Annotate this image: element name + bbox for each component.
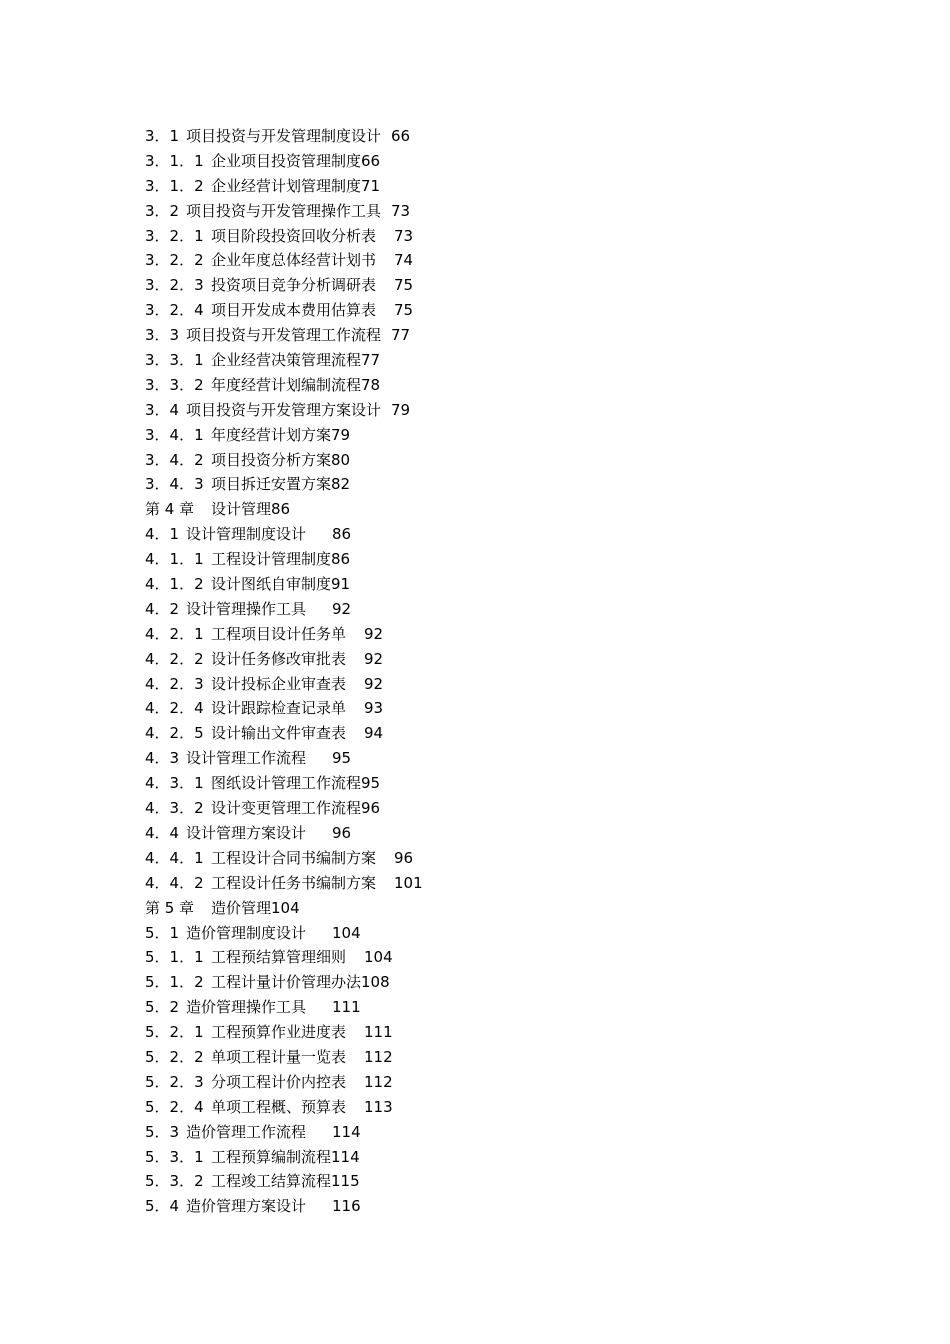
- toc-entry-title: 项目开发成本费用估算表: [211, 301, 377, 320]
- toc-entry: [145, 1169, 565, 1194]
- toc-entry-title: 年度经营计划编制流程: [211, 375, 362, 394]
- toc-entry-title: 造价管理: [211, 898, 272, 917]
- toc-entry-number: 4．1．1: [145, 550, 204, 569]
- toc-entry-page-number: 73: [391, 201, 411, 220]
- toc-entry: [145, 721, 565, 746]
- toc-entry: [145, 273, 565, 298]
- toc-entry-number: 3．2．4: [145, 301, 204, 320]
- toc-entry-page-number: 96: [394, 848, 414, 867]
- toc-entry: [145, 970, 565, 995]
- toc-entry-number: 4．2: [145, 599, 180, 618]
- toc-entry-title: 造价管理工作流程: [186, 1122, 307, 1141]
- toc-entry-title: 设计管理: [211, 500, 272, 519]
- toc-entry-title: 工程设计管理制度: [211, 550, 332, 569]
- toc-entry: [145, 771, 565, 796]
- toc-entry-number: 第 5 章: [145, 898, 195, 917]
- toc-entry-title: 工程预算编制流程: [211, 1147, 332, 1166]
- toc-entry-number: 5．1: [145, 923, 180, 942]
- toc-entry-number: 4．4．1: [145, 848, 204, 867]
- toc-entry-number: 3．3: [145, 326, 180, 345]
- toc-entry-number: 4．1．2: [145, 575, 204, 594]
- toc-entry-page-number: 111: [332, 998, 361, 1017]
- toc-entry: [145, 423, 565, 448]
- toc-entry: [145, 572, 565, 597]
- toc-entry: [145, 348, 565, 373]
- toc-entry-number: 5．2．2: [145, 1047, 204, 1066]
- toc-entry-page-number: 116: [332, 1197, 361, 1216]
- table-of-contents: [145, 124, 565, 1219]
- toc-entry-number: 3．4．1: [145, 425, 204, 444]
- toc-entry-number: 5．2: [145, 998, 180, 1017]
- toc-entry-title: 项目投资与开发管理方案设计: [186, 400, 382, 419]
- toc-entry-page-number: 95: [361, 774, 381, 793]
- toc-entry-page-number: 86: [331, 550, 351, 569]
- toc-entry-number: 3．2．1: [145, 226, 204, 245]
- toc-entry-title: 工程竣工结算流程: [211, 1172, 332, 1191]
- toc-entry-title: 工程预结算管理细则: [211, 948, 347, 967]
- toc-entry-title: 企业经营计划管理制度: [211, 176, 362, 195]
- toc-entry-number: 3．3．1: [145, 351, 204, 370]
- toc-entry-page-number: 75: [394, 276, 414, 295]
- toc-entry-page-number: 113: [364, 1097, 393, 1116]
- toc-entry-page-number: 82: [331, 475, 351, 494]
- toc-entry-title: 项目投资与开发管理制度设计: [186, 127, 382, 145]
- toc-entry-title: 造价管理方案设计: [186, 1197, 307, 1216]
- toc-entry-number: 3．4: [145, 400, 180, 419]
- toc-entry: [145, 1194, 565, 1219]
- toc-entry-number: 3．4．3: [145, 475, 204, 494]
- toc-entry-title: 项目投资与开发管理操作工具: [186, 201, 382, 220]
- toc-entry-title: 工程预算作业进度表: [211, 1023, 347, 1042]
- toc-entry-page-number: 77: [361, 351, 381, 370]
- toc-entry-page-number: 92: [364, 649, 384, 668]
- toc-entry-page-number: 104: [332, 923, 361, 942]
- toc-entry: [145, 248, 565, 273]
- toc-entry: [145, 1095, 565, 1120]
- toc-entry-title: 单项工程概、预算表: [211, 1097, 347, 1116]
- toc-entry-page-number: 108: [361, 973, 390, 992]
- toc-entry-title: 设计管理制度设计: [186, 525, 307, 544]
- toc-entry-page-number: 71: [361, 176, 381, 195]
- toc-entry: [145, 199, 565, 224]
- toc-entry: [145, 597, 565, 622]
- toc-entry-page-number: 86: [332, 525, 352, 544]
- toc-entry-title: 设计管理工作流程: [186, 749, 307, 768]
- toc-entry-title: 工程项目设计任务单: [211, 624, 347, 643]
- toc-entry-page-number: 78: [361, 375, 381, 394]
- toc-entry-number: 4．3．2: [145, 799, 204, 818]
- toc-entry: [145, 871, 565, 896]
- toc-entry: [145, 647, 565, 672]
- toc-entry-number: 3．1．1: [145, 151, 204, 170]
- toc-entry-page-number: 86: [271, 500, 291, 519]
- toc-entry-number: 4．2．2: [145, 649, 204, 668]
- toc-entry-page-number: 79: [391, 400, 411, 419]
- toc-entry-page-number: 66: [361, 151, 381, 170]
- toc-entry-title: 项目投资与开发管理工作流程: [186, 326, 382, 345]
- toc-entry-page-number: 114: [331, 1147, 360, 1166]
- toc-entry-number: 5．3: [145, 1122, 180, 1141]
- toc-entry-page-number: 96: [361, 799, 381, 818]
- toc-entry-number: 4．4: [145, 823, 180, 842]
- toc-entry: [145, 995, 565, 1020]
- toc-entry: [145, 298, 565, 323]
- toc-entry-page-number: 94: [364, 724, 384, 743]
- toc-entry-page-number: 92: [332, 599, 352, 618]
- toc-entry-number: 4．2．5: [145, 724, 204, 743]
- toc-entry-number: 3．2．2: [145, 251, 204, 270]
- toc-entry-number: 5．1．1: [145, 948, 204, 967]
- toc-entry-title: 工程设计合同书编制方案: [211, 848, 377, 867]
- toc-entry: [145, 1120, 565, 1145]
- toc-entry-page-number: 104: [364, 948, 393, 967]
- toc-entry-number: 4．3: [145, 749, 180, 768]
- toc-entry-page-number: 112: [364, 1072, 393, 1091]
- toc-entry-number: 4．1: [145, 525, 180, 544]
- toc-entry-title: 工程计量计价管理办法: [211, 973, 362, 992]
- toc-entry-number: 5．3．1: [145, 1147, 204, 1166]
- toc-entry-title: 企业经营决策管理流程: [211, 351, 362, 370]
- toc-entry-number: 5．4: [145, 1197, 180, 1216]
- toc-entry-number: 3．1．2: [145, 176, 204, 195]
- toc-entry: [145, 696, 565, 721]
- toc-entry-title: 企业年度总体经营计划书: [211, 251, 377, 270]
- toc-entry-page-number: 104: [271, 898, 300, 917]
- toc-entry-title: 投资项目竞争分析调研表: [211, 276, 377, 295]
- toc-entry: [145, 821, 565, 846]
- toc-entry: [145, 448, 565, 473]
- toc-entry-number: 5．1．2: [145, 973, 204, 992]
- toc-entry: [145, 373, 565, 398]
- toc-entry: [145, 497, 565, 522]
- toc-entry-page-number: 79: [331, 425, 351, 444]
- toc-entry-title: 单项工程计量一览表: [211, 1047, 347, 1066]
- toc-entry-title: 设计跟踪检查记录单: [211, 699, 347, 718]
- toc-entry: [145, 1045, 565, 1070]
- toc-entry: [145, 323, 565, 348]
- toc-entry-page-number: 96: [332, 823, 352, 842]
- toc-entry-number: 4．3．1: [145, 774, 204, 793]
- toc-entry-title: 造价管理制度设计: [186, 923, 307, 942]
- toc-entry-title: 项目阶段投资回收分析表: [211, 226, 377, 245]
- toc-entry-number: 5．2．1: [145, 1023, 204, 1042]
- toc-entry: [145, 622, 565, 647]
- toc-entry-page-number: 95: [332, 749, 352, 768]
- toc-entry: [145, 398, 565, 423]
- toc-entry-title: 设计输出文件审查表: [211, 724, 347, 743]
- toc-entry-number: 4．2．1: [145, 624, 204, 643]
- toc-entry-number: 4．2．3: [145, 674, 204, 693]
- toc-entry-page-number: 80: [331, 450, 351, 469]
- toc-entry-number: 3．2．3: [145, 276, 204, 295]
- toc-entry-page-number: 111: [364, 1023, 393, 1042]
- toc-entry-page-number: 93: [364, 699, 384, 718]
- toc-entry-number: 3．1: [145, 127, 180, 145]
- toc-entry-title: 设计管理操作工具: [186, 599, 307, 618]
- toc-entry-number: 3．4．2: [145, 450, 204, 469]
- toc-entry-page-number: 74: [394, 251, 414, 270]
- toc-entry: [145, 1145, 565, 1170]
- toc-entry-number: 3．2: [145, 201, 180, 220]
- toc-entry-number: 5．2．3: [145, 1072, 204, 1091]
- toc-entry-page-number: 73: [394, 226, 414, 245]
- toc-entry-title: 年度经营计划方案: [211, 425, 332, 444]
- toc-entry-page-number: 91: [331, 575, 351, 594]
- toc-entry-page-number: 115: [331, 1172, 360, 1191]
- toc-entry: [145, 746, 565, 771]
- toc-entry: [145, 796, 565, 821]
- toc-entry-page-number: 112: [364, 1047, 393, 1066]
- toc-entry-title: 设计变更管理工作流程: [211, 799, 362, 818]
- toc-entry: [145, 945, 565, 970]
- toc-entry: [145, 522, 565, 547]
- toc-entry-page-number: 92: [364, 624, 384, 643]
- toc-entry: [145, 547, 565, 572]
- toc-entry-number: 第 4 章: [145, 500, 195, 519]
- toc-entry: [145, 174, 565, 199]
- toc-entry-title: 设计管理方案设计: [186, 823, 307, 842]
- toc-entry-page-number: 77: [391, 326, 411, 345]
- toc-entry-number: 4．2．4: [145, 699, 204, 718]
- toc-entry: [145, 846, 565, 871]
- toc-entry: [145, 896, 565, 921]
- toc-entry-number: 3．3．2: [145, 375, 204, 394]
- toc-entry-title: 设计投标企业审查表: [211, 674, 347, 693]
- toc-entry-number: 5．2．4: [145, 1097, 204, 1116]
- toc-entry-title: 企业项目投资管理制度: [211, 151, 362, 170]
- toc-entry: [145, 921, 565, 946]
- toc-entry-title: 分项工程计价内控表: [211, 1072, 347, 1091]
- toc-entry-title: 项目拆迁安置方案: [211, 475, 332, 494]
- toc-entry-title: 造价管理操作工具: [186, 998, 307, 1017]
- toc-entry-page-number: 66: [391, 127, 411, 145]
- toc-entry-page-number: 92: [364, 674, 384, 693]
- toc-entry-page-number: 114: [332, 1122, 361, 1141]
- toc-entry: [145, 149, 565, 174]
- toc-entry: [145, 672, 565, 697]
- toc-entry-title: 设计任务修改审批表: [211, 649, 347, 668]
- toc-entry-page-number: 101: [394, 873, 423, 892]
- toc-entry-title: 项目投资分析方案: [211, 450, 332, 469]
- toc-entry: [145, 124, 565, 149]
- toc-entry-title: 工程设计任务书编制方案: [211, 873, 377, 892]
- toc-entry: [145, 472, 565, 497]
- toc-entry: [145, 1070, 565, 1095]
- toc-entry-title: 设计图纸自审制度: [211, 575, 332, 594]
- toc-entry: [145, 1020, 565, 1045]
- toc-entry-number: 4．4．2: [145, 873, 204, 892]
- toc-entry-title: 图纸设计管理工作流程: [211, 774, 362, 793]
- toc-entry-page-number: 75: [394, 301, 414, 320]
- toc-entry: [145, 224, 565, 249]
- toc-entry-number: 5．3．2: [145, 1172, 204, 1191]
